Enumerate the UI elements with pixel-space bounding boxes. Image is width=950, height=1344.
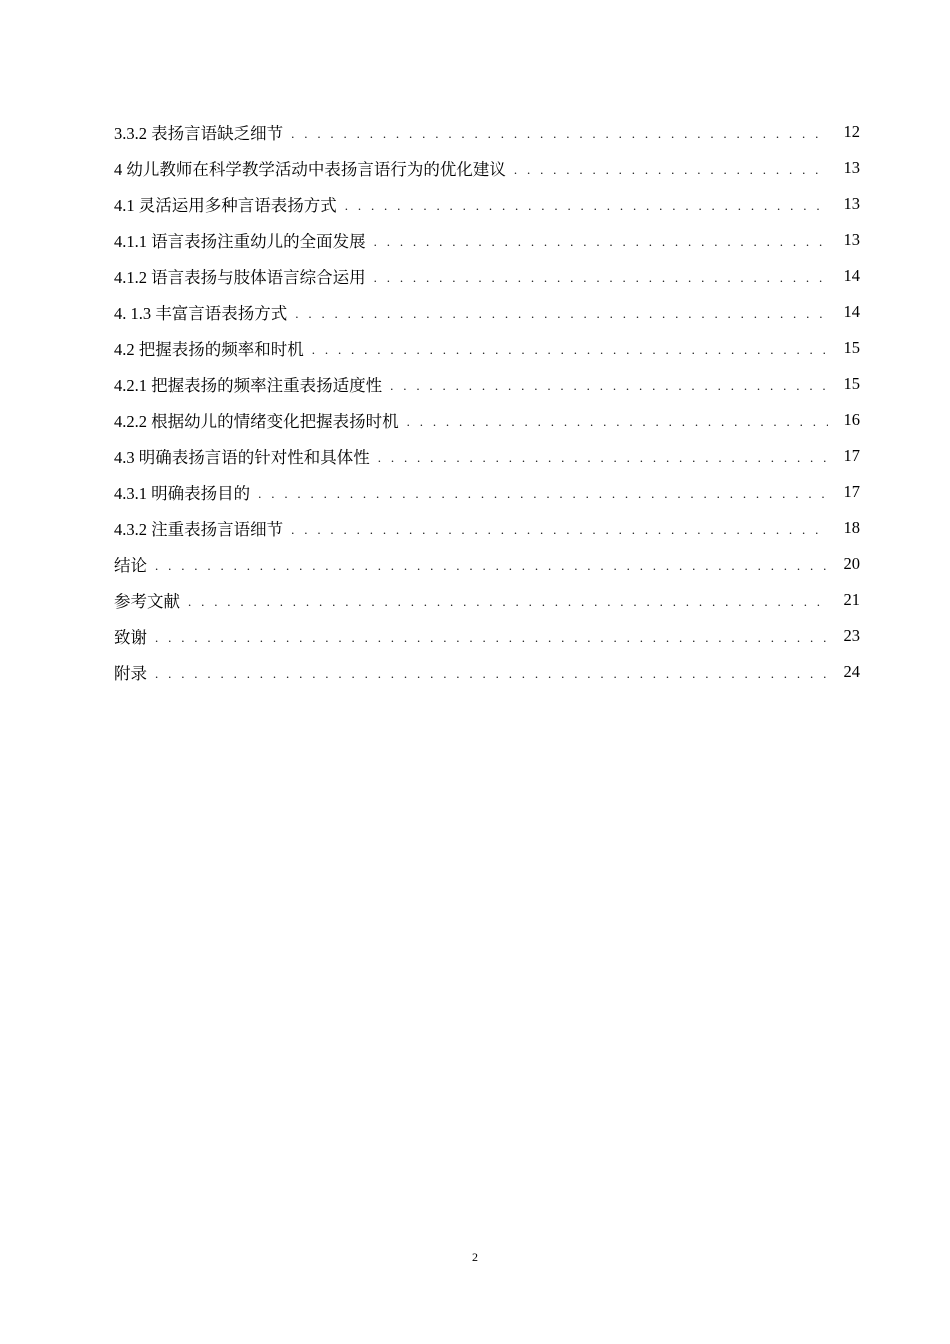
toc-entry[interactable] xyxy=(114,150,860,186)
toc-entry[interactable] xyxy=(114,330,860,366)
toc-dot-leader xyxy=(155,667,828,680)
toc-dot-leader xyxy=(291,127,828,140)
table-of-contents xyxy=(114,114,860,690)
toc-entry-page: 17 xyxy=(843,446,860,465)
toc-entry-page: 14 xyxy=(843,266,860,285)
toc-entry-page: 15 xyxy=(843,338,860,357)
toc-entry-title: 4.1 灵活运用多种言语表扬方式 xyxy=(114,192,345,216)
toc-entry-page: 21 xyxy=(843,590,860,609)
toc-entry-title: 4.1.2 语言表扬与肢体语言综合运用 xyxy=(114,264,374,288)
toc-entry-page: 13 xyxy=(843,230,860,249)
toc-entry-title: 4.3.2 注重表扬言语细节 xyxy=(114,516,291,540)
toc-entry[interactable] xyxy=(114,258,860,294)
toc-dot-leader xyxy=(291,523,828,536)
toc-entry-title: 4.1.1 语言表扬注重幼儿的全面发展 xyxy=(114,228,374,252)
toc-entry-page: 23 xyxy=(843,626,860,645)
toc-entry-page: 16 xyxy=(843,410,860,429)
toc-dot-leader xyxy=(374,235,828,248)
toc-entry[interactable] xyxy=(114,582,860,618)
toc-entry[interactable] xyxy=(114,222,860,258)
toc-entry-title: 3.3.2 表扬言语缺乏细节 xyxy=(114,120,291,144)
toc-entry-title: 附录 xyxy=(114,660,155,684)
toc-entry-page: 14 xyxy=(843,302,860,321)
toc-entry-title: 4.2 把握表扬的频率和时机 xyxy=(114,336,312,360)
toc-entry[interactable] xyxy=(114,546,860,582)
toc-dot-leader xyxy=(155,631,828,644)
toc-entry[interactable] xyxy=(114,366,860,402)
toc-entry[interactable] xyxy=(114,510,860,546)
toc-entry[interactable] xyxy=(114,438,860,474)
toc-entry-title: 致谢 xyxy=(114,624,155,648)
page-number: 2 xyxy=(472,1250,478,1264)
toc-entry-title: 4.3 明确表扬言语的针对性和具体性 xyxy=(114,444,378,468)
toc-entry-title: 4. 1.3 丰富言语表扬方式 xyxy=(114,300,295,324)
toc-dot-leader xyxy=(345,199,828,212)
toc-dot-leader xyxy=(258,487,828,500)
toc-entry[interactable] xyxy=(114,618,860,654)
toc-entry-page: 13 xyxy=(843,194,860,213)
toc-entry-page: 18 xyxy=(843,518,860,537)
toc-dot-leader xyxy=(407,415,828,428)
toc-entry-title: 4.3.1 明确表扬目的 xyxy=(114,480,258,504)
toc-dot-leader xyxy=(374,271,828,284)
toc-entry-page: 15 xyxy=(843,374,860,393)
toc-entry[interactable] xyxy=(114,654,860,690)
toc-entry-title: 结论 xyxy=(114,552,155,576)
toc-dot-leader xyxy=(378,451,828,464)
toc-entry-title: 4 幼儿教师在科学教学活动中表扬言语行为的优化建议 xyxy=(114,156,514,180)
toc-dot-leader xyxy=(155,559,828,572)
toc-entry[interactable] xyxy=(114,294,860,330)
toc-entry-title: 参考文献 xyxy=(114,588,188,612)
toc-entry[interactable] xyxy=(114,186,860,222)
toc-entry-page: 24 xyxy=(843,662,860,681)
toc-entry-page: 13 xyxy=(843,158,860,177)
toc-entry-page: 17 xyxy=(843,482,860,501)
toc-dot-leader xyxy=(295,307,828,320)
toc-entry-title: 4.2.2 根据幼儿的情绪变化把握表扬时机 xyxy=(114,408,407,432)
toc-entry[interactable] xyxy=(114,474,860,510)
toc-dot-leader xyxy=(312,343,828,356)
toc-entry-page: 20 xyxy=(843,554,860,573)
toc-entry-title: 4.2.1 把握表扬的频率注重表扬适度性 xyxy=(114,372,390,396)
toc-dot-leader xyxy=(514,163,828,176)
toc-entry-page: 12 xyxy=(843,122,860,141)
toc-dot-leader xyxy=(188,595,828,608)
toc-entry[interactable] xyxy=(114,402,860,438)
toc-entry[interactable] xyxy=(114,114,860,150)
toc-dot-leader xyxy=(390,379,828,392)
